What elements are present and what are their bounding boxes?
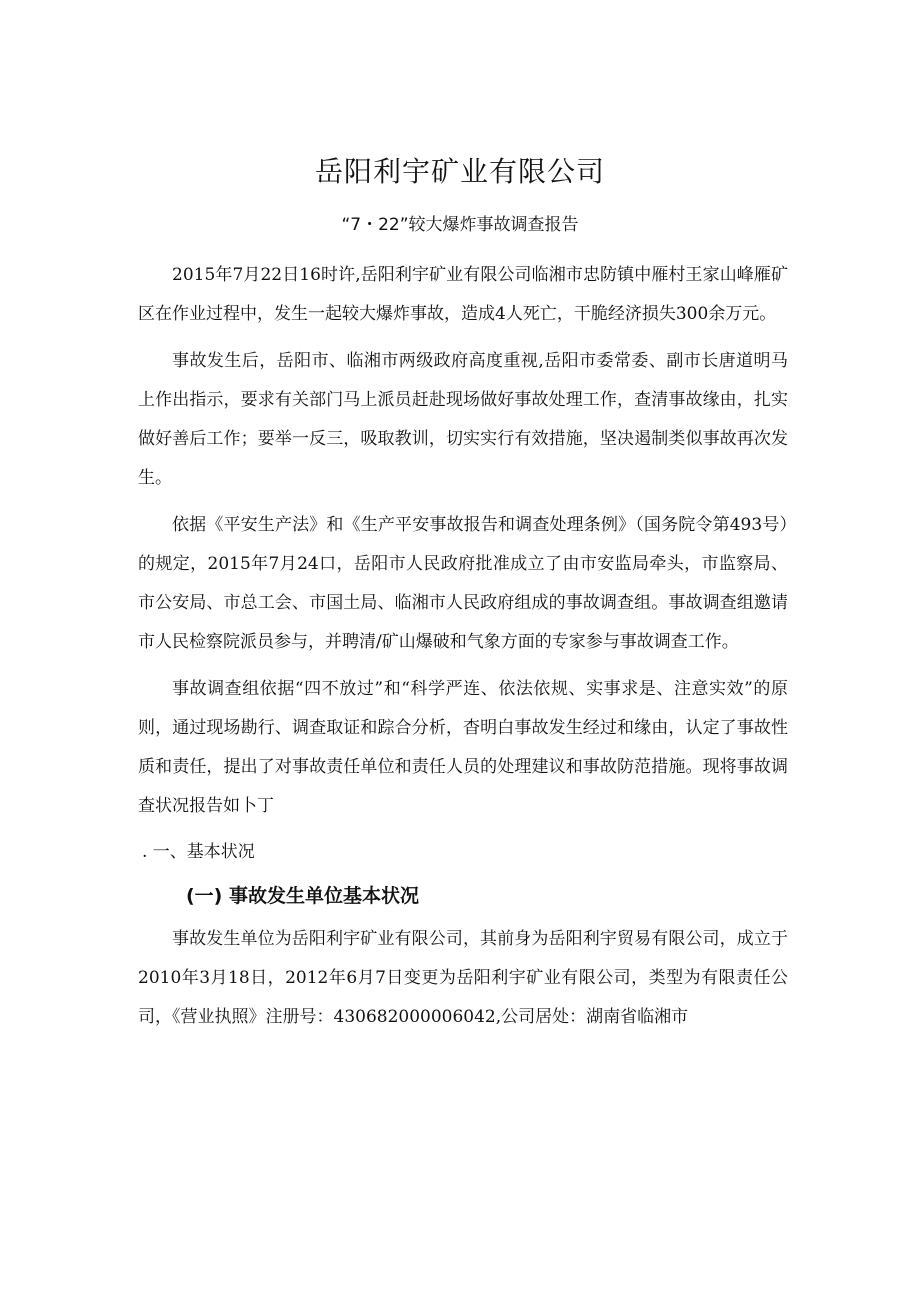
section-heading-basic-situation: . 一、基本状况 bbox=[142, 842, 255, 862]
paragraph-company-info: 事故发生单位为岳阳利宇矿业有限公司，其前身为岳阳利宇贸易有限公司，成立于2010年3月18日，2012年6月7日变更为岳阳利宇矿业有限公司，类型为有限责任公司，《营业执照》注册号：430682000006042,公司居处：湖南省临湘市 bbox=[138, 929, 788, 1027]
document-title: 岳阳利宇矿业有限公司 bbox=[314, 155, 605, 188]
subsection-heading-company: (一) 事故发生单位基本状况 bbox=[186, 885, 419, 907]
paragraph-investigation-principles: 事故调查组依据“四不放过”和“科学严连、依法依规、实事求是、注意实效”的原则，通过现场勘行、调查取证和踪合分析，杳明白事故发生经过和缘由，认定了事故性质和责任，提出了对事故责任单位和责任人员的处理建议和事故防范措施。现将事故调查状况报告如卜丁 bbox=[138, 679, 788, 816]
document-subtitle: “7・22”较大爆炸事故调查报告 bbox=[341, 215, 579, 235]
paragraph-government-response: 事故发生后，岳阳市、临湘市两级政府高度重视,岳阳市委常委、副市长唐道明马上作出指示，要求有关部门马上派员赶赴现场做好事故处理工作，查清事故缘由，扎实做好善后工作；要举一反三，吸取教训，切实实行有效措施，坚决遏制类似事故再次发生。 bbox=[138, 351, 788, 488]
paragraph-incident-summary: 2015年7月22日16时许,岳阳利宇矿业有限公司临湘市忠防镇中雁村王家山峰雁矿区在作业过程中，发生一起较大爆炸事故，造成4人死亡，干脆经济损失300余万元。 bbox=[138, 265, 788, 324]
document-body bbox=[138, 256, 788, 1045]
paragraph-investigation-team: 依据《平安生产法》和《生产平安事故报告和调查处理条例》（国务院令第493号）的规定，2015年7月24口，岳阳市人民政府批准成立了由市安监局牵头，市监察局、市公安局、市总工会、市国土局、临湘市人民政府组成的事故调查组。事故调查组邀请市人民检察院派员参与，并聘清/矿山爆破和气象方面的专家参与事故调查工作。 bbox=[138, 515, 788, 652]
